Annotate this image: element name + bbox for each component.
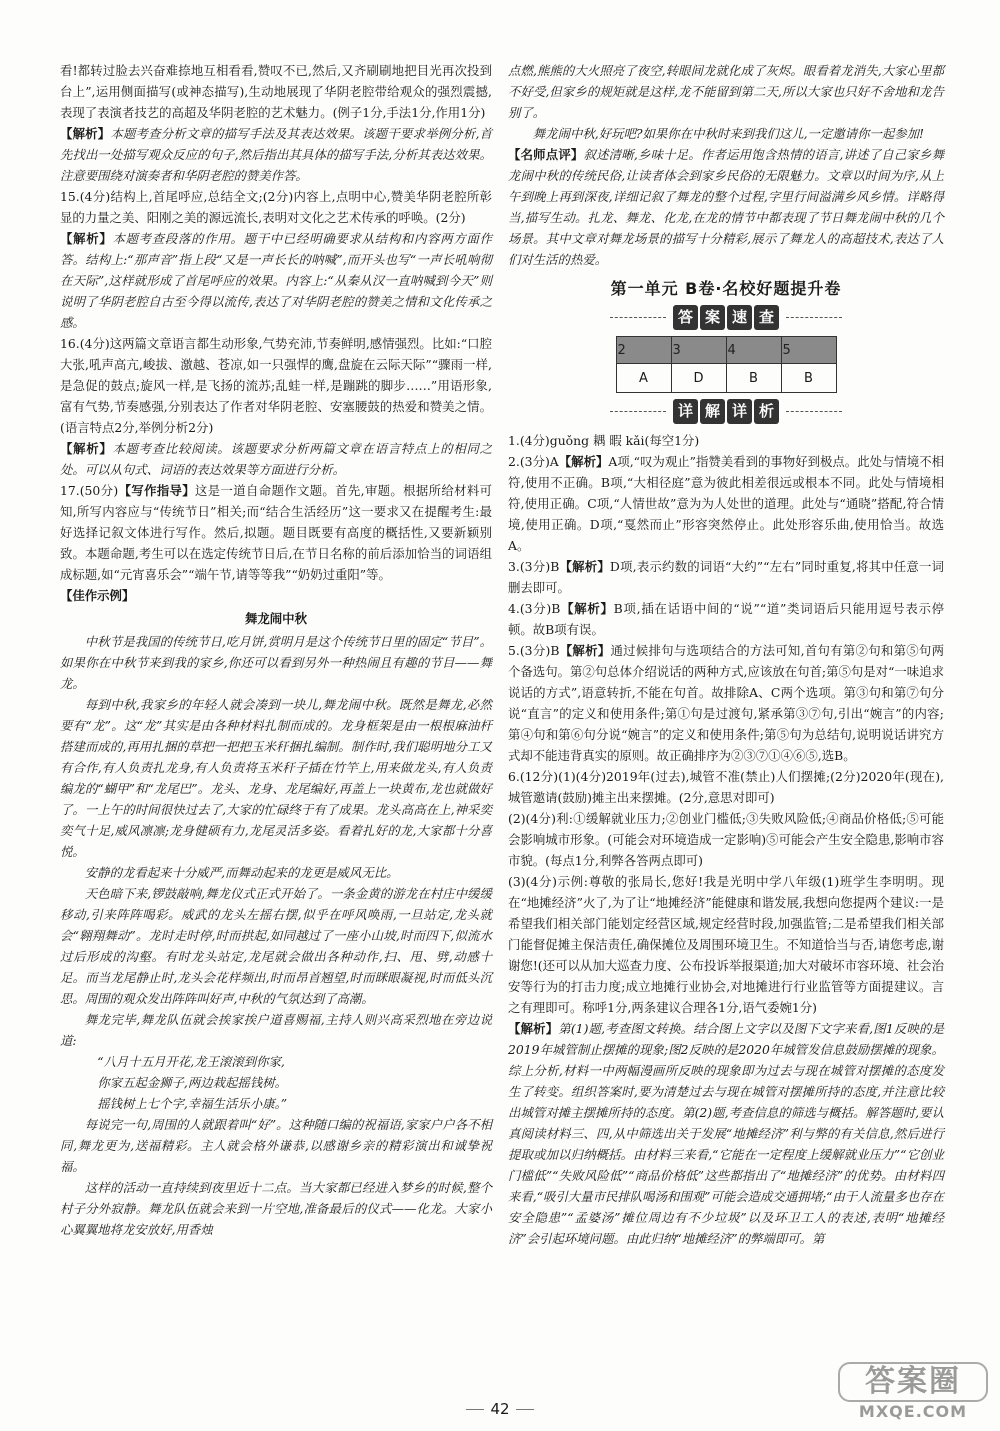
essay-poem-line: 你家五起金狮子,两边栽起摇钱树。 [97, 1075, 287, 1090]
banner-char: 案 [700, 305, 725, 330]
example-tag: 【佳作示例】 [60, 588, 135, 603]
teacher-comment-text: 叙述清晰,乡味十足。作者运用饱含热情的语言,讲述了自己家乡舞龙闹中秋的传统民俗,让读者体会到家乡民俗的无限魅力。文章以时间为序,从上午到晚上再到深夜,详细记叙了舞龙的整个过程,字里行间溢满乡风乡情。详略得当,描写生动。扎龙、舞龙、化龙,在龙的情节中都表现了节日舞龙闹中秋的几个场景。其中文章对舞龙场景的描写十分精彩,展示了舞龙人的高超技术,表达了人们对生活的热爱。 [508, 147, 944, 267]
banner-char: 速 [727, 305, 752, 330]
q5-head: 5.(3分)B [508, 643, 560, 658]
analysis-tag: 【解析】 [559, 559, 610, 574]
essay-paragraph: 舞龙闹中秋,好玩吧?如果你在中秋时来到我们这儿,一定邀请你一起参加! [532, 126, 925, 141]
q6-part3: (3)(4分)示例:尊敬的张局长,您好!我是光明中学八年级(1)班学生李明明。现在“地摊经济”火了,为了让“地摊经济”能健康和谐发展,我想向您提两个建议:一是希望我们相关部门能划定经营区域,规定经营时段,加强监管;二是希望我们相关部门能督促摊主保洁责任,确保摊位及周围环境卫生。不知道恰当与否,请您考虑,谢谢您!(还可以从加大巡查力度、公布投诉举报渠道;加大对破坏市容环境、社会治安等行为的打击力度;成立地摊行业协会,对地摊进行行业监管等方面提建议。言之有理即可。称呼1分,两条建议合理各1分,语气委婉1分) [508, 874, 944, 1015]
analysis-tag: 【解析】 [560, 601, 614, 616]
question-number: 5 [781, 337, 836, 364]
analysis-text: A项,“叹为观止”指赞美看到的事物好到极点。此处与情境不相符,使用不正确。B项,“大相径庭”意为彼此相差很远或根本不同。此处与情境相符,使用正确。C项,“人情世故”意为为人处世的道理。此处与“通晓”搭配,符合情境,使用正确。D项,“戛然而止”形容突然停止。此处形容乐曲,使用恰当。故选A。 [508, 454, 945, 553]
q6-answer [508, 766, 944, 808]
page-number-text: 42 [490, 1400, 510, 1418]
answer-table [616, 336, 837, 393]
q3-answer [508, 556, 944, 598]
question-number: 2 [616, 337, 671, 364]
essay-paragraph: 安静的龙看起来十分威严,而舞动起来的龙更是威风无比。 [84, 865, 399, 880]
analysis-text: B项,插在话语中间的“说”“道”类词语后只能用逗号表示停顿。故B项有误。 [508, 601, 944, 637]
q15-answer: 15.(4分)结构上,首尾呼应,总结全文;(2分)内容上,点明中心,赞美华阴老腔所彰显的力量之美、阳刚之美的源远流长,表明对文化之艺术传承的呼唤。(2分) [60, 189, 492, 225]
q2-answer [508, 451, 944, 556]
essay-paragraph: 中秋节是我国的传统节日,吃月饼,赏明月是这个传统节日里的固定“节目”。如果你在中秋节来到我的家乡,你还可以看到另外一种热闹且有趣的节目——舞龙。 [60, 634, 492, 691]
q17-head: 17.(50分) [60, 483, 119, 498]
writing-guide-text: 这是一道自命题作文题。首先,审题。根据所给材料可知,所写内容应与“传统节日”相关;而“结合生活经历”这一要求又在提醒考生:最好选择记叙文体进行写作。然后,拟题。题目既要有高度的概括性,又要新颖别致。本题命题,考生可以在选定传统节日后,在节日名称的前后添加恰当的词语组成标题,如“元宵喜乐会”“端午节,请等等我”“奶奶过重阳”等。 [60, 483, 492, 582]
essay-paragraph: 舞龙完毕,舞龙队伍就会挨家挨户道喜赐福,主持人则兴高采烈地在旁边说道: [60, 1012, 492, 1048]
divider [610, 411, 666, 412]
banner-char: 答 [673, 305, 698, 330]
q15-analysis [60, 228, 492, 333]
watermark-logo-text: 答案圈 [838, 1362, 988, 1402]
banner-char: 详 [727, 399, 752, 424]
q14-answer-cont: 看!都转过脸去兴奋难捺地互相看看,赞叹不已,然后,又齐刷刷地把目光再次投到台上”,运用侧面描写(或神态描写),生动地展现了华阴老腔带给观众的强烈震撼,表现了表演者技艺的高超及华阴老腔的艺术魅力。(例子1分,手法1分,作用1分) [60, 63, 492, 120]
divider [610, 317, 666, 318]
right-column [508, 60, 944, 1249]
analysis-text: 本题考查分析文章的描写手法及其表达效果。该题干要求举例分析,首先找出一处描写观众反应的句子,然后指出其具体的描写手法,分析其表达效果。注意要围绕对演奏者和华阴老腔的赞美作答。 [60, 126, 492, 183]
q14-analysis [60, 123, 492, 186]
q2-head: 2.(3分)A [508, 454, 559, 469]
teacher-comment [508, 144, 944, 270]
essay-poem-line: 摇钱树上七个字,幸福生活乐小康。” [97, 1096, 288, 1111]
banner-char: 详 [673, 399, 698, 424]
detailed-explanation-banner [508, 399, 944, 424]
essay-paragraph: 每说完一句,周围的人就跟着叫“好”。这种随口编的祝福语,家家户户各不相同,舞龙更为,送福精彩。主人就会格外谦恭,以感谢乡亲的精彩演出和诚挚祝福。 [60, 1117, 492, 1174]
answer-table-row [616, 364, 836, 393]
analysis-tag: 【解析】 [508, 1021, 559, 1036]
analysis-text: 本题考查比较阅读。该题要求分析两篇文章在语言特点上的相同之处。可以从句式、词语的表达效果等方面进行分析。 [60, 441, 493, 477]
q6-part1: (1)(4分)2019年(过去),城管不准(禁止)人们摆摊;(2分)2020年(现在),城管邀请(鼓励)摊主出来摆摊。(2分,意思对即可) [508, 769, 944, 805]
unit-title: 第一单元 B卷·名校好题提升卷 [610, 279, 842, 298]
essay-poem-line: “八月十五月开花,龙王滚滚到你家, [97, 1054, 285, 1069]
analysis-tag: 【解析】 [60, 126, 111, 141]
essay-paragraph: 点燃,熊熊的大火照亮了夜空,转眼间龙就化成了灰烬。眼看着龙消失,大家心里都不好受,但家乡的规矩就是这样,龙不能留到第二天,所以大家也只好不舍地和龙告别了。 [508, 63, 944, 120]
q3-head: 3.(3分)B [508, 559, 560, 574]
question-number: 3 [671, 337, 726, 364]
q16-answer: 16.(4分)这两篇文章语言都生动形象,气势充沛,节奏鲜明,感情强烈。比如:“口腔大张,吼声高亢,峻拔、激越、苍凉,如一只强悍的鹰,盘旋在云际天际”“骤雨一样,是急促的鼓点;旋风一样,是飞扬的流苏;乱蛙一样,是蹦跳的脚步……”用语形象,富有气势,节奏感强,分别表达了作者对华阴老腔、安塞腰鼓的热爱和赞美之情。(语言特点2分,举例分析2分) [60, 336, 492, 435]
watermark-logo [838, 1362, 988, 1424]
analysis-text: D项,表示约数的词语“大约”“左右”同时重复,将其中任意一词删去即可。 [508, 559, 944, 595]
q6-head: 6.(12分) [508, 769, 559, 784]
q4-head: 4.(3分)B [508, 601, 561, 616]
answer-cell: D [671, 364, 726, 393]
q6-analysis [508, 1018, 944, 1249]
analysis-tag: 【解析】 [60, 231, 113, 246]
analysis-text: 通过候排句与选项结合的方法可知,首句有第②句和第⑤句两个备选句。第②句总体介绍说话的两种方式,应该放在句首;第⑤句是对“一味追求说话的方式”,语意转折,不能在句首。故排除A、C两个选项。第③句和第⑦句分说“直言”的定义和使用条件;第①句是过渡句,紧承第③⑦句,引出“婉言”的内容;第④句和第⑥句分说“婉言”的定义和使用条件;第⑤句为总结句,说明说话讲究方式却不能违背真实的原则。故正确排序为②③⑦①④⑥⑤,选B。 [508, 643, 944, 763]
answer-cell: B [726, 364, 781, 393]
answer-cell: A [616, 364, 671, 393]
q16-analysis [60, 438, 492, 480]
example-essay-title: 舞龙闹中秋 [245, 611, 307, 626]
example-essay-cont [508, 60, 944, 144]
essay-paragraph: 这样的活动一直持续到夜里近十二点。当大家都已经进入梦乡的时候,整个村子分外寂静。舞龙队伍就会来到一片空地,准备最后的仪式——化龙。大家小心翼翼地将龙安放好,用香烛 [60, 1180, 492, 1237]
analysis-tag: 【解析】 [60, 441, 113, 456]
answer-table-header [616, 337, 836, 364]
q4-answer [508, 598, 944, 640]
question-number: 4 [726, 337, 781, 364]
writing-guide-tag: 【写作指导】 [118, 483, 196, 498]
answer-cell: B [781, 364, 836, 393]
q1-answer: 1.(4分)guǒng 耦 暇 kǎi(每空1分) [508, 433, 700, 448]
answer-quick-check-banner [508, 305, 944, 330]
banner-char: 析 [754, 399, 779, 424]
analysis-text: 第(1)题,考查图文转换。结合图上文字以及图下文字来看,图1反映的是2019年城管制止摆摊的现象;图2反映的是2020年城管发信息鼓励摆摊的现象。综上分析,材料一中两幅漫画所反映的现象即为过去与现在城管对摆摊的态度发生了转变。组织答案时,要为清楚过去与现在城管对摆摊所持的态度,并注意比较出城管对摊主摆摊所持的态度。第(2)题,考查信息的筛选与概括。解答题时,要认真阅读材料三、四,从中筛选出关于发展“地摊经济”利与弊的有关信息,然后进行提取或加以归纳概括。由材料三来看,“它能在一定程度上缓解就业压力”“它创业门槛低”“失败风险低”“商品价格低”这些都指出了“地摊经济”的优势。由材料四来看,“吸引大量市民排队喝汤和围观”可能会造成交通拥堵;“由于人流量多也存在安全隐患”“孟婆汤”摊位周边有不少垃圾”以及环卫工人的表述,表明“地摊经济”会引起环境问题。由此归纳“地摊经济”的弊端即可。第 [508, 1021, 945, 1246]
analysis-text: 本题考查段落的作用。题干中已经明确要求从结构和内容两方面作答。结构上:“那声音”指上段“又是一声长长的呐喊”,而开头也写“一声长吼响彻在天际”,这样就形成了首尾呼应的效果。内容上:“从秦从汉一直呐喊到今天”则说明了华阴老腔自古至今得以流传,表达了对华阴老腔的赞美之情和文化传承之感。 [60, 231, 493, 330]
teacher-comment-tag: 【名师点评】 [508, 147, 584, 162]
divider [786, 411, 842, 412]
banner-char: 查 [754, 305, 779, 330]
divider [786, 317, 842, 318]
q17-answer [60, 480, 492, 585]
left-column [60, 60, 492, 1240]
q5-answer [508, 640, 944, 766]
q6-part2: (2)(4分)利:①缓解就业压力;②创业门槛低;③失败风险低;④商品价格低;⑤可能会影响城市形象。(可能会对环境造成一定影响)⑤可能会产生安全隐患,影响市容市貌。(每点1分,利弊各答两点即可) [508, 811, 944, 868]
watermark-url: MXQE.COM [858, 1402, 968, 1421]
example-essay [60, 631, 492, 1240]
essay-paragraph: 天色暗下来,锣鼓敲响,舞龙仪式正式开始了。一条金黄的游龙在村庄中缓缓移动,引来阵阵喝彩。威武的龙头左摇右摆,似乎在呼风唤雨,一旦站定,龙头就会“翱翔舞动”。龙时走时停,时而拱起,如同越过了一座小山坡,时而四下,似流水过后形成的沟壑。有时龙头站定,龙尾就会做出各种动作,扫、甩、劈,动感十足。而当龙尾静止时,龙头会花样频出,时而昂首翘望,时而眯眼凝视,时而低头沉思。周围的观众发出阵阵叫好声,中秋的气氛达到了高潮。 [60, 886, 492, 1006]
banner-char: 解 [700, 399, 725, 424]
essay-paragraph: 每到中秋,我家乡的年轻人就会凑到一块儿,舞龙闹中秋。既然是舞龙,必然要有“龙”。这“龙”其实是由各种材料扎制而成的。龙身框架是由一根根麻油杆搭建而成的,再用扎捆的草把一把把玉米秆捆扎编制。制作时,我们聪明地分工又有合作,有人负责扎龙身,有人负责将玉米秆子插在竹竿上,用来做龙头,有人负责编龙的“蝴甲”和“龙尾巴”。龙头、龙身、龙尾编好,再盖上一块黄布,龙也就做好了。一上午的时间很快过去了,大家的忙碌终于有了成果。龙头高高在上,神采奕奕气十足,威风凛凛;龙身健硕有力,龙尾灵活多姿。看着扎好的龙,大家都十分喜悦。 [60, 697, 492, 859]
analysis-tag: 【解析】 [558, 454, 609, 469]
analysis-tag: 【解析】 [559, 643, 611, 658]
